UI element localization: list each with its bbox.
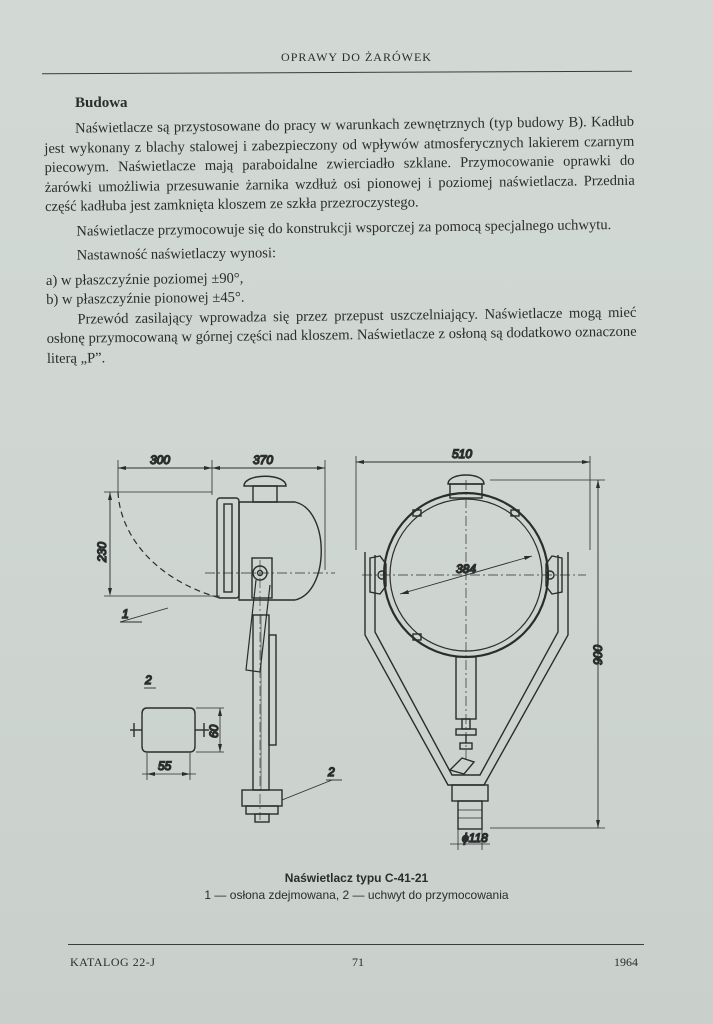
side-view [95, 453, 342, 822]
page-number: 71 [352, 955, 364, 969]
dim-55: 55 [158, 759, 172, 773]
paragraph-construction: Naświetlacze są przystosowane do pracy w warunkach zewnętrznych (typ budowy B). Kadłub jest wykonany z blachy stalowej i zabezpieczony od wpływów atmosferycznych lakierem czarnym piecowym. Naświetlacze mają paraboidalne zwierciadło szklane. Przymocowanie oprawki do żarówki umożliwia przesuwanie żarnika wzdłuż osi pionowej i poziomej naświetlacza. Przednia część kadłuba jest zamknięta kloszem ze szkła przezroczystego. [44, 113, 635, 215]
label-2-detail: 2 [145, 673, 152, 687]
caption-legend: 1 — osłona zdejmowana, 2 — uchwyt do przymocowania [204, 888, 509, 902]
list-item-horizontal: a) w płaszczyźnie poziomej ±90°, [45, 270, 244, 289]
header-rule [42, 71, 632, 75]
footer-rule [68, 944, 644, 945]
section-title: Budowa [75, 95, 128, 111]
label-1: 1 [122, 607, 129, 621]
label-2-side: 2 [328, 765, 335, 779]
body-text [44, 113, 637, 374]
dim-230: 230 [95, 541, 109, 562]
footer-year: 1964 [614, 955, 638, 969]
technical-drawing [90, 440, 620, 860]
running-head: OPRAWY DO ŻARÓWEK [281, 50, 432, 64]
footer-catalog: KATALOG 22-J [70, 955, 156, 969]
dim-60: 60 [207, 724, 221, 738]
paragraph-cable: Przewód zasilający wprowadza się przez przepust uszczelniający. Naświetlacze mogą mieć osłonę przymocowaną w górnej części nad kloszem. Naświetlacze z osłoną są dodatkowo oznaczone literą „P”. [46, 304, 637, 367]
dim-370: 370 [253, 453, 274, 467]
paragraph-adjustability: Nastawność naświetlaczy wynosi: [76, 245, 277, 264]
figure-caption [0, 870, 713, 904]
detail-2 [130, 673, 224, 780]
caption-title: Naświetlacz typu C-41-21 [284, 871, 429, 885]
dim-510: 510 [452, 447, 473, 461]
paragraph-mounting: Naświetlacze przymocowuje się do konstrukcji wsporczej za pomocą specjalnego uchwytu. [76, 216, 612, 240]
dim-118: ϕ118 [462, 831, 488, 845]
list-item-vertical: b) w płaszczyźnie pionowej ±45°. [46, 289, 245, 308]
dim-300: 300 [150, 453, 171, 467]
dim-384: 384 [456, 562, 477, 576]
dim-900: 900 [591, 644, 605, 665]
front-view [356, 447, 605, 850]
